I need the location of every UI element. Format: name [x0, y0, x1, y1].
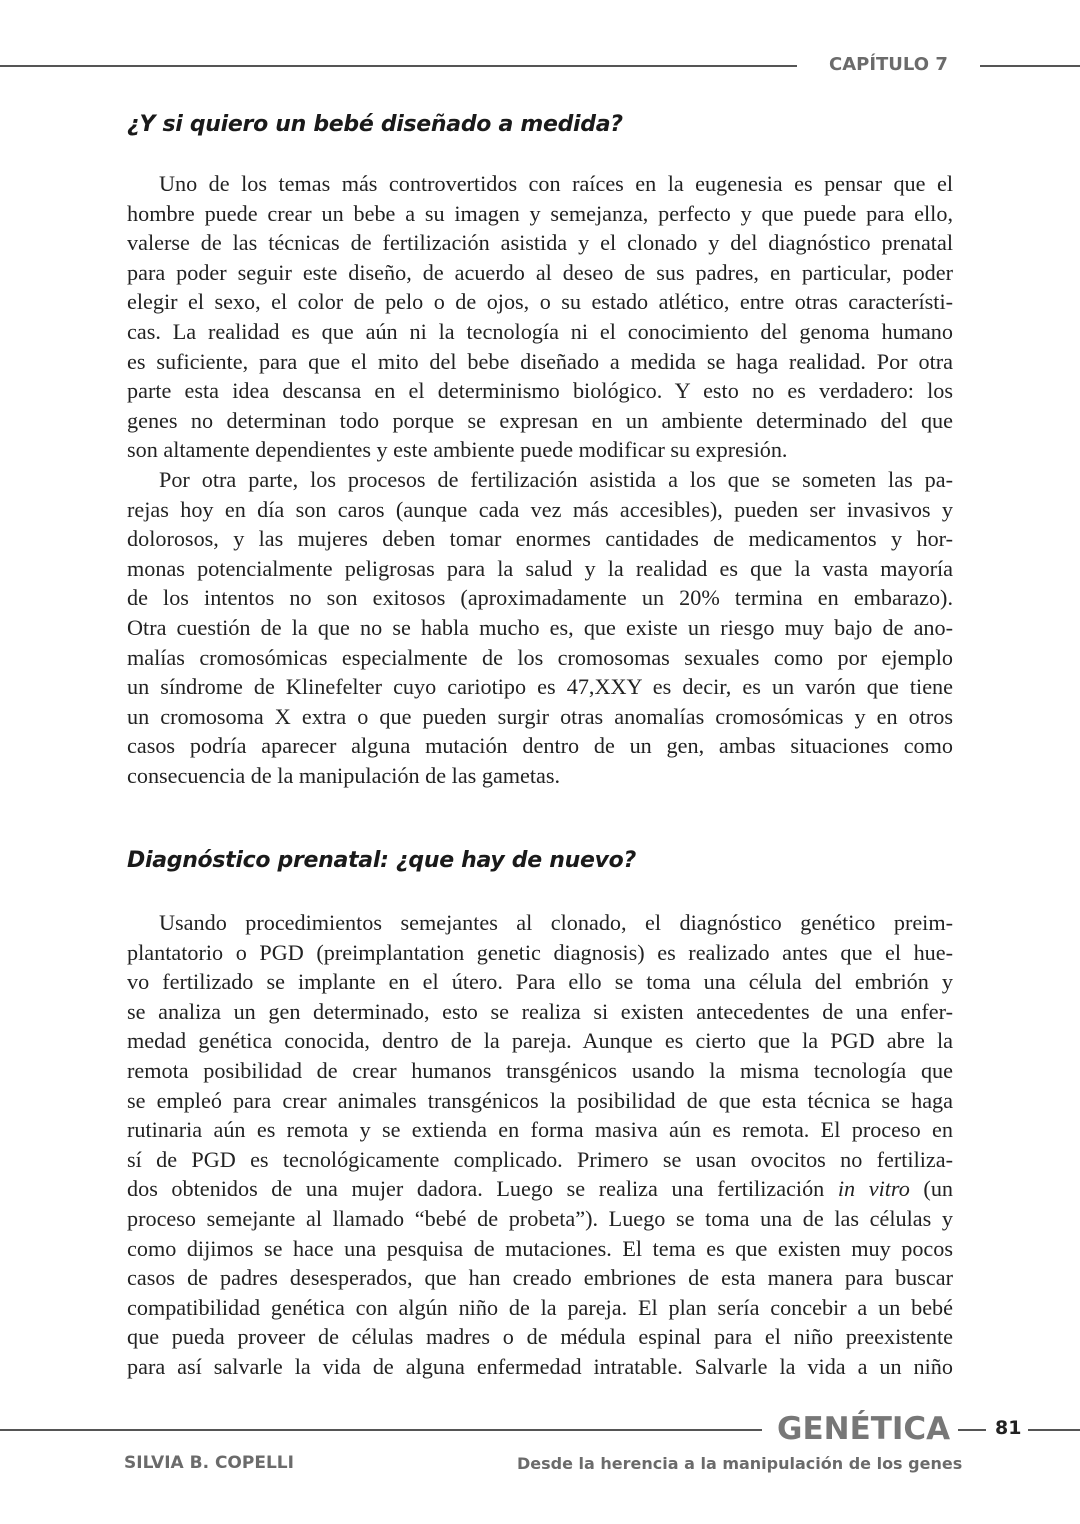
text-line: rejas hoy en día son caros (aunque cada vez más accesibles), pueden ser invasivos y — [127, 496, 953, 522]
book-subtitle: Desde la herencia a la manipulación de los genes — [517, 1454, 963, 1473]
italic-term: in vitro — [837, 1176, 910, 1202]
text-line: es suficiente, para que el mito del bebe diseñado a medida se haga realidad. Por otra — [127, 348, 953, 374]
text-line: genes no determinan todo porque se expresan en un ambiente determinado del que — [127, 407, 953, 433]
text-line: plantatorio o PGD (preimplantation genetic diagnosis) es realizado antes que el hue- — [127, 939, 953, 965]
author-name: SILVIA B. COPELLI — [124, 1453, 294, 1473]
text-line: parte esta idea descansa en el determinismo biológico. Y esto no es verdadero: los — [127, 378, 953, 404]
footer-rule-mid — [958, 1429, 986, 1431]
text-line: cas. La realidad es que aún ni la tecnología ni el conocimiento del genoma humano — [127, 318, 953, 344]
text-line: un cromosoma X extra o que pueden surgir otras anomalías cromosómicas y en otros — [127, 703, 953, 729]
text-line: valerse de las técnicas de fertilización asistida y el clonado y del diagnóstico prenatal — [127, 230, 953, 256]
text-line: sí de PGD es tecnológicamente complicado. Primero se usan ovocitos no fertiliza- — [127, 1146, 953, 1172]
text-line: medad genética conocida, dentro de la pareja. Aunque es cierto que la PGD abre la — [127, 1028, 953, 1054]
page-number: 81 — [995, 1417, 1022, 1439]
text-line: son altamente dependientes y este ambiente puede modificar su expresión. — [127, 437, 788, 463]
paragraph — [127, 169, 953, 465]
paragraph — [127, 465, 953, 791]
text-line: vo fertilizado se implante en el útero. Para ello se toma una célula del embrión y — [127, 969, 953, 995]
text-line: Usando procedimientos semejantes al clonado, el diagnóstico genético preim- — [159, 910, 953, 935]
footer-rule-left — [0, 1429, 762, 1431]
book-title: GENÉTICA — [777, 1411, 951, 1447]
text-line: remota posibilidad de crear humanos transgénicos usando la misma tecnología que — [127, 1057, 953, 1083]
text-line: hombre puede crear un bebe a su imagen y semejanza, perfecto y que puede para ello, — [127, 200, 953, 226]
text-line: rutinaria aún es remota y se extienda en forma masiva aún es remota. El proceso en — [127, 1117, 953, 1143]
text-line: compatibilidad genética con algún niño de la pareja. El plan sería concebir a un bebé — [127, 1294, 953, 1320]
text-line: de los intentos no son exitosos (aproximadamente un 20% termina en embarazo). — [127, 585, 953, 611]
text-line: dos obtenidos de una mujer dadora. Luego se realiza una fertilización in vitro (un — [127, 1176, 954, 1202]
text-line: elegir el sexo, el color de pelo o de ojos, o su estado atlético, entre otras característi- — [127, 289, 953, 315]
text-line: se analiza un gen determinado, esto se realiza si existen antecedentes de una enfer- — [127, 998, 953, 1024]
footer-rule-right — [1028, 1429, 1080, 1431]
text-line: un síndrome de Klinefelter cuyo cariotipo es 47,XXY es decir, es un varón que tiene — [127, 674, 953, 700]
header-rule-right — [980, 65, 1080, 67]
section-heading-prenatal-diagnosis: Diagnóstico prenatal: ¿que hay de nuevo? — [127, 848, 636, 873]
text-line: proceso semejante al llamado “bebé de probeta”). Luego se toma una de las células y — [127, 1205, 953, 1231]
text-line: como dijimos se hace una pesquisa de mutaciones. El tema es que existen muy pocos — [127, 1235, 953, 1261]
text-line: se empleó para crear animales transgénicos la posibilidad de que esta técnica se haga — [127, 1087, 953, 1113]
text-line: Por otra parte, los procesos de fertilización asistida a los que se someten las pa- — [159, 467, 953, 492]
text-line: malías cromosómicas especialmente de los cromosomas sexuales como por ejemplo — [127, 644, 953, 670]
paragraph — [127, 908, 953, 1382]
text-line: consecuencia de la manipulación de las gametas. — [127, 762, 561, 788]
text-line: monas potencialmente peligrosas para la salud y la realidad es que la vasta mayoría — [127, 555, 953, 581]
text-line: que pueda proveer de células madres o de médula espinal para el niño preexistente — [127, 1324, 953, 1350]
text-line: para poder seguir este diseño, de acuerdo al deseo de sus padres, en particular, poder — [127, 259, 953, 285]
header-rule-left — [0, 65, 797, 67]
chapter-label: CAPÍTULO 7 — [829, 54, 948, 75]
text-line: Otra cuestión de la que no se habla mucho es, que existe un riesgo muy bajo de ano- — [127, 614, 953, 640]
text-line: dolorosos, y las mujeres deben tomar enormes cantidades de medicamentos y hor- — [127, 526, 953, 552]
text-line: para así salvarle la vida de alguna enfermedad intratable. Salvarle la vida a un niño — [127, 1353, 953, 1379]
text-line: Uno de los temas más controvertidos con raíces en la eugenesia es pensar que el — [159, 171, 953, 196]
text-line: casos podría aparecer alguna mutación dentro de un gen, ambas situaciones como — [127, 733, 953, 759]
text-line: casos de padres desesperados, que han creado embriones de esta manera para buscar — [127, 1265, 953, 1291]
section-heading-designer-baby: ¿Y si quiero un bebé diseñado a medida? — [127, 112, 623, 137]
